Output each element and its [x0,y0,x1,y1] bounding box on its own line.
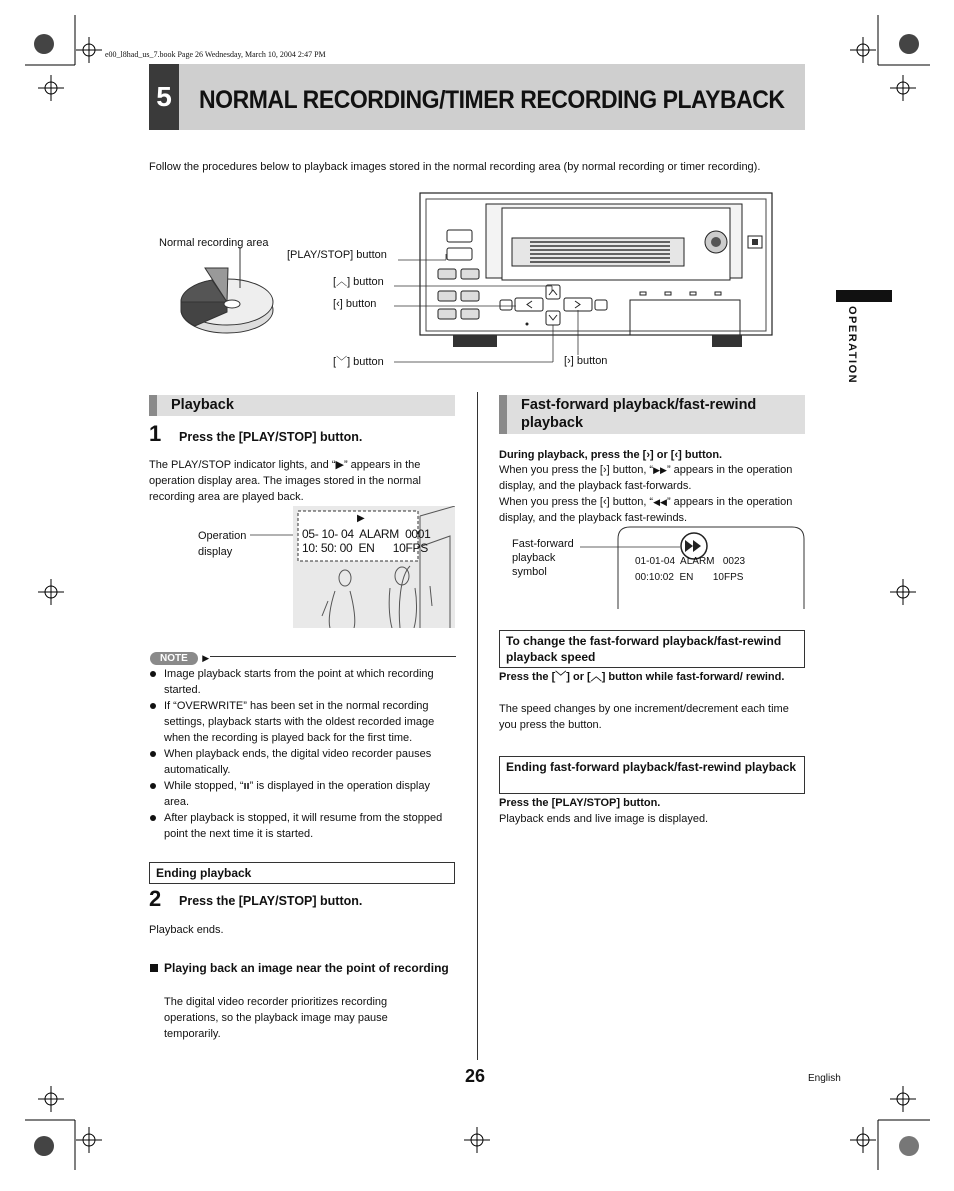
ff-osd-line2: 00:10:02 EN 10FPS [635,572,744,583]
page-title: NORMAL RECORDING/TIMER RECORDING PLAYBACK [199,86,785,114]
ff-description: When you press the [›] button, “▶▶” appears in the operation display, and the playback fast-forwards. [499,464,793,492]
chapter-number: 5 [149,64,179,130]
near-recording-heading: Playing back an image near the point of recording [164,961,449,975]
chevron-left-icon: ‹ [336,298,340,310]
step2-text: Press the [PLAY/STOP] button. [179,894,363,908]
operation-display-image [250,506,455,628]
fast-rewind-icon: ◀◀ [653,497,667,507]
note-item: While stopped, “ıı” is displayed in the operation display area. [149,778,455,810]
side-tab-label: OPERATION [846,306,858,385]
square-bullet-icon [150,964,158,972]
playback-heading: Playback [149,395,455,416]
down-button-label: [﹀] button [333,356,384,368]
ff-ending-description: Playback ends and live image is displayed. [499,813,709,825]
ff-symbol-label: Fast-forward playback symbol [512,538,574,578]
ff-ending-heading: Ending fast-forward playback/fast-rewind playback [499,756,805,794]
chevron-right-icon: › [646,449,650,461]
ff-during-step: During playback, press the [›] or [‹] button. [499,449,723,461]
side-tab-bar [836,290,892,302]
speed-heading: To change the fast-forward playback/fast-rewind playback speed [499,630,805,668]
intro-text: Follow the procedures below to playback images stored in the normal recording area (by normal recording or timer recording). [149,161,761,173]
recorder-diagram [150,190,780,370]
chevron-down-icon: ﹀ [336,356,348,368]
chevron-up-icon: ︿ [590,671,602,683]
osd-line1: 05- 10- 04 ALARM 0001 [302,527,431,541]
column-divider [477,392,478,1060]
ending-playback-heading: Ending playback [149,862,455,884]
step1-number: 1 [149,421,162,446]
right-button-label: [›] button [564,355,608,367]
chevron-right-icon: › [602,464,607,476]
pause-icon: ıı [243,780,250,792]
print-info: e00_l8had_us_7.book Page 26 Wednesday, March 10, 2004 2:47 PM [105,50,326,59]
page-number: 26 [465,1066,486,1086]
note-item: After playback is stopped, it will resume from the stopped point the next time it is started. [149,810,455,842]
ff-osd-line1: 01-01-04 ALARM 0023 [635,556,746,567]
note-item: If “OVERWRITE” has been set in the normal recording settings, playback starts with the oldest recorded image when the recording is played back for the first time. [149,698,455,746]
chevron-up-icon: ︿ [336,276,348,288]
osd-play-icon: ▶ [357,513,365,524]
fast-forward-icon: ▶▶ [653,465,667,475]
osd-line2: 10: 50: 00 EN 10FPS [302,541,428,555]
fr-description: When you press the [‹] button, “◀◀” appears in the operation display, and the playback fast-rewinds. [499,496,793,524]
left-button-label: [‹] button [333,298,377,310]
speed-description: The speed changes by one increment/decrement each time you press the button. [499,703,789,731]
note-item: Image playback starts from the point at which recording started. [149,666,455,698]
language-label: English [808,1073,841,1084]
step1-description: The PLAY/STOP indicator lights, and “▶” appears in the operation display area. The images stored in the normal recording area are played back. [149,459,421,503]
normal-recording-area-label: Normal recording area [159,237,269,249]
step1-text: Press the [PLAY/STOP] button. [179,430,363,444]
ff-heading: Fast-forward playback/fast-rewind playback [499,395,805,434]
operation-display-label: Operation display [198,530,247,558]
step2-number: 2 [149,886,162,911]
up-button-label: [︿] button [333,276,384,288]
step2-description: Playback ends. [149,924,224,936]
chevron-right-icon: › [567,355,571,367]
chevron-left-icon: ‹ [674,449,679,461]
ff-display-image [580,525,806,609]
chevron-down-icon: ﹀ [555,671,567,683]
note-marker: NOTE ▶ [150,648,456,664]
speed-step: Press the [﹀] or [︿] button while fast-forward/ rewind. [499,671,785,683]
note-item: When playback ends, the digital video recorder pauses automatically. [149,746,455,778]
play-stop-button-label: [PLAY/STOP] button [287,249,387,261]
ff-ending-step: Press the [PLAY/STOP] button. [499,797,661,809]
near-recording-description: The digital video recorder prioritizes recording operations, so the playback image may pause temporarily. [164,996,388,1040]
play-icon: ▶ [335,459,344,471]
note-list [149,666,455,842]
chevron-left-icon: ‹ [602,496,607,508]
